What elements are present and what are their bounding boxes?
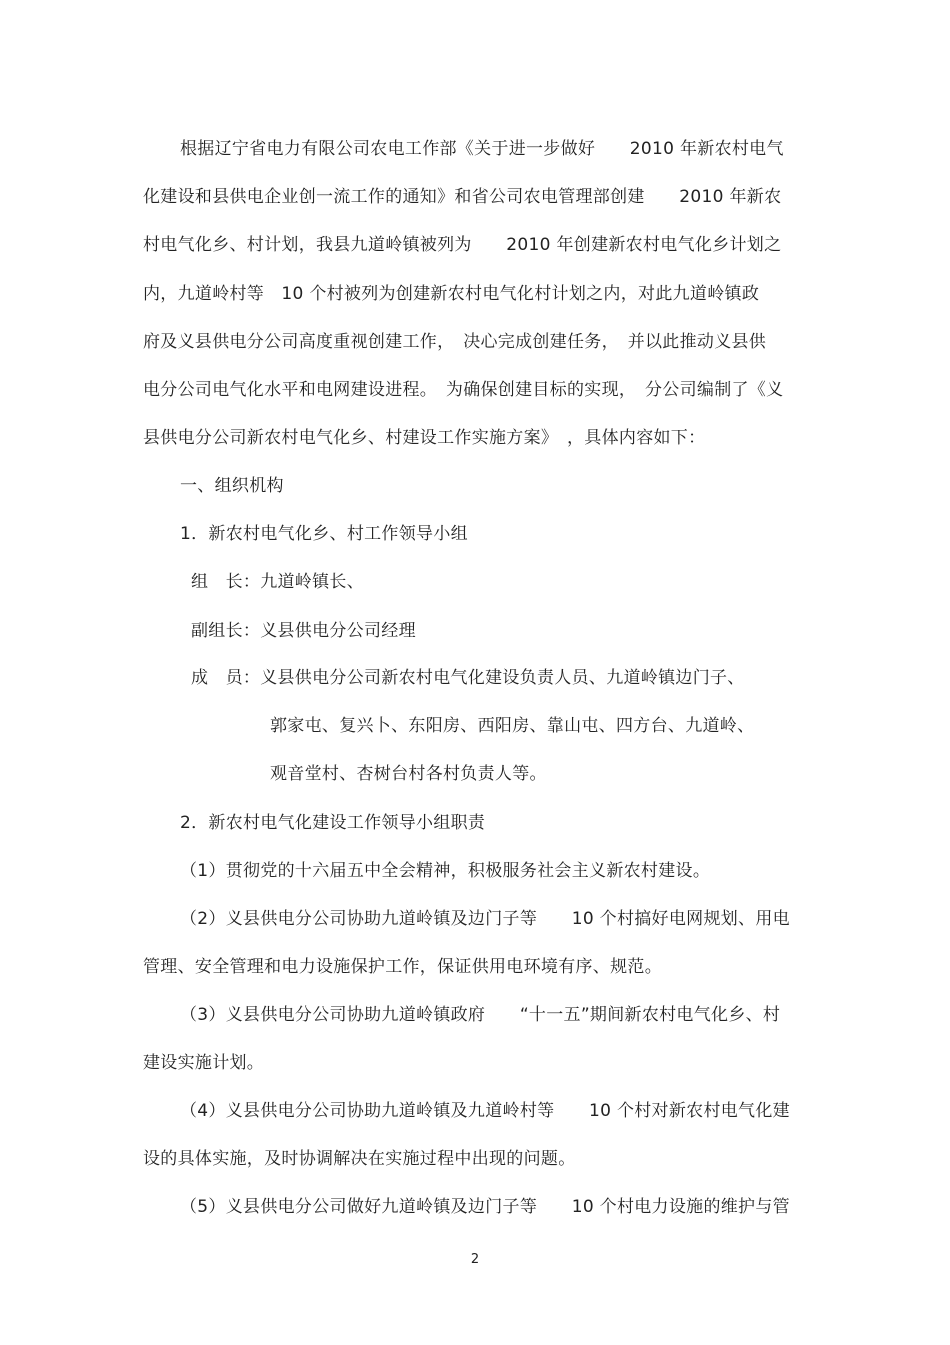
paragraph-line: 县供电分公司新农村电气化乡、村建设工作实施方案》 ，具体内容如下： — [143, 428, 706, 448]
member-line: 郭家屯、复兴卜、东阳房、西阳房、靠山屯、四方台、九道岭、 — [270, 716, 755, 736]
section-heading: 一、组织机构 — [180, 476, 284, 496]
paragraph-line: 根据辽宁省电力有限公司农电工作部《关于进一步做好 2010 年新农村电气 — [180, 139, 784, 159]
member-line: 副组长：义县供电分公司经理 — [191, 621, 416, 641]
list-item: （2）义县供电分公司协助九道岭镇及边门子等 10 个村搞好电网规划、用电 — [180, 909, 790, 929]
paragraph-line: 府及义县供电分公司高度重视创建工作， 决心完成创建任务， 并以此推动义县供 — [143, 332, 767, 352]
subsection-heading: 2．新农村电气化建设工作领导小组职责 — [180, 813, 486, 833]
page-number: 2 — [470, 1252, 480, 1267]
paragraph-line: 内，九道岭村等 10 个村被列为创建新农村电气化村计划之内，对此九道岭镇政 — [143, 284, 760, 304]
list-item: （3）义县供电分公司协助九道岭镇政府 “十一五”期间新农村电气化乡、村 — [180, 1005, 781, 1025]
paragraph-line: 化建设和县供电企业创一流工作的通知》和省公司农电管理部创建 2010 年新农 — [143, 187, 782, 207]
list-item: （4）义县供电分公司协助九道岭镇及九道岭村等 10 个村对新农村电气化建 — [180, 1101, 790, 1121]
member-line: 观音堂村、杏树台村各村负责人等。 — [270, 764, 547, 784]
list-item-continuation: 建设实施计划。 — [143, 1053, 265, 1073]
paragraph-line: 电分公司电气化水平和电网建设进程。 为确保创建目标的实现， 分公司编制了《义 — [143, 380, 784, 400]
list-item-continuation: 管理、安全管理和电力设施保护工作，保证供用电环境有序、规范。 — [143, 957, 662, 977]
list-item: （1）贯彻党的十六届五中全会精神，积极服务社会主义新农村建设。 — [180, 861, 711, 881]
subsection-heading: 1．新农村电气化乡、村工作领导小组 — [180, 524, 468, 544]
list-item-continuation: 设的具体实施，及时协调解决在实施过程中出现的问题。 — [143, 1149, 576, 1169]
list-item: （5）义县供电分公司做好九道岭镇及边门子等 10 个村电力设施的维护与管 — [180, 1197, 790, 1217]
member-line: 组 长：九道岭镇长、 — [191, 572, 364, 592]
member-line: 成 员：义县供电分公司新农村电气化建设负责人员、九道岭镇边门子、 — [191, 668, 745, 688]
paragraph-line: 村电气化乡、村计划，我县九道岭镇被列为 2010 年创建新农村电气化乡计划之 — [143, 235, 782, 255]
